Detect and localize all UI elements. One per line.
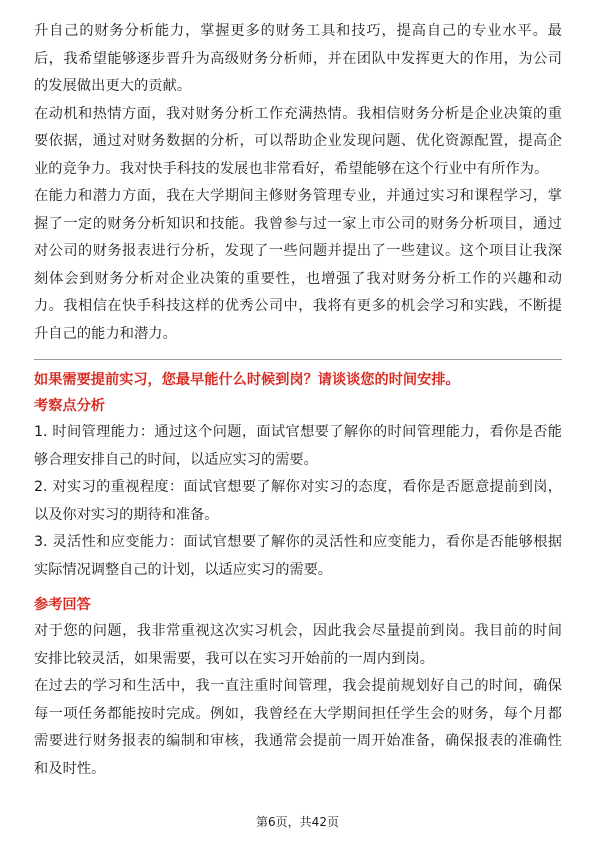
- intro-paragraph: 在动机和热情方面，我对财务分析工作充满热情。我相信财务分析是企业决策的重要依据，通过对财务数据的分析，可以帮助企业发现问题、优化资源配置，提高企业的竞争力。我对快手科技的发展也非常看好，希望能够在这个行业中有所作为。: [34, 105, 562, 177]
- section-divider: [34, 359, 562, 360]
- reference-paragraph: 对于您的问题，我非常重视这次实习机会，因此我会尽量提前到岗。我目前的时间安排比较灵活，如果需要，我可以在实习开始前的一周内到岗。: [34, 623, 562, 667]
- intro-paragraph: 在能力和潜力方面，我在大学期间主修财务管理专业，并通过实习和课程学习，掌握了一定的财务分析知识和技能。我曾参与过一家上市公司的财务分析项目，通过对公司的财务报表进行分析，发现了一些问题并提出了一些建议。这个项目让我深刻体会到财务分析对企业决策的重要性，也增强了我对财务分析工作的兴趣和动力。我相信在快手科技这样的优秀公司中，我将有更多的机会学习和实践，不断提升自己的能力和潜力。: [34, 188, 562, 342]
- analysis-item: 1. 时间管理能力：通过这个问题，面试官想要了解你的时间管理能力，看你是否能够合理安排自己的时间，以适应实习的需要。: [34, 424, 562, 468]
- interview-question: 如果需要提前实习，您最早能什么时候到岗？请谈谈您的时间安排。: [34, 372, 460, 388]
- page-number: 第6页，共42页: [256, 815, 339, 829]
- intro-paragraph: 升自己的财务分析能力，掌握更多的财务工具和技巧，提高自己的专业水平。最后，我希望能够逐步晋升为高级财务分析师，并在团队中发挥更大的作用，为公司的发展做出更大的贡献。: [34, 23, 562, 94]
- reference-heading: 参考回答: [34, 597, 91, 613]
- analysis-heading: 考察点分析: [34, 398, 105, 414]
- analysis-item: 3. 灵活性和应变能力：面试官想要了解你的灵活性和应变能力，看你是否能够根据实际情况调整自己的计划，以适应实习的需要。: [34, 534, 562, 578]
- reference-paragraph: 在过去的学习和生活中，我一直注重时间管理，我会提前规划好自己的时间，确保每一项任务都能按时完成。例如，我曾经在大学期间担任学生会的财务，每个月都需要进行财务报表的编制和审核，我通常会提前一周开始准备，确保报表的准确性和及时性。: [34, 678, 562, 777]
- document-body: [34, 18, 562, 783]
- analysis-item: 2. 对实习的重视程度：面试官想要了解你对实习的态度，看你是否愿意提前到岗，以及你对实习的期待和准备。: [34, 479, 562, 523]
